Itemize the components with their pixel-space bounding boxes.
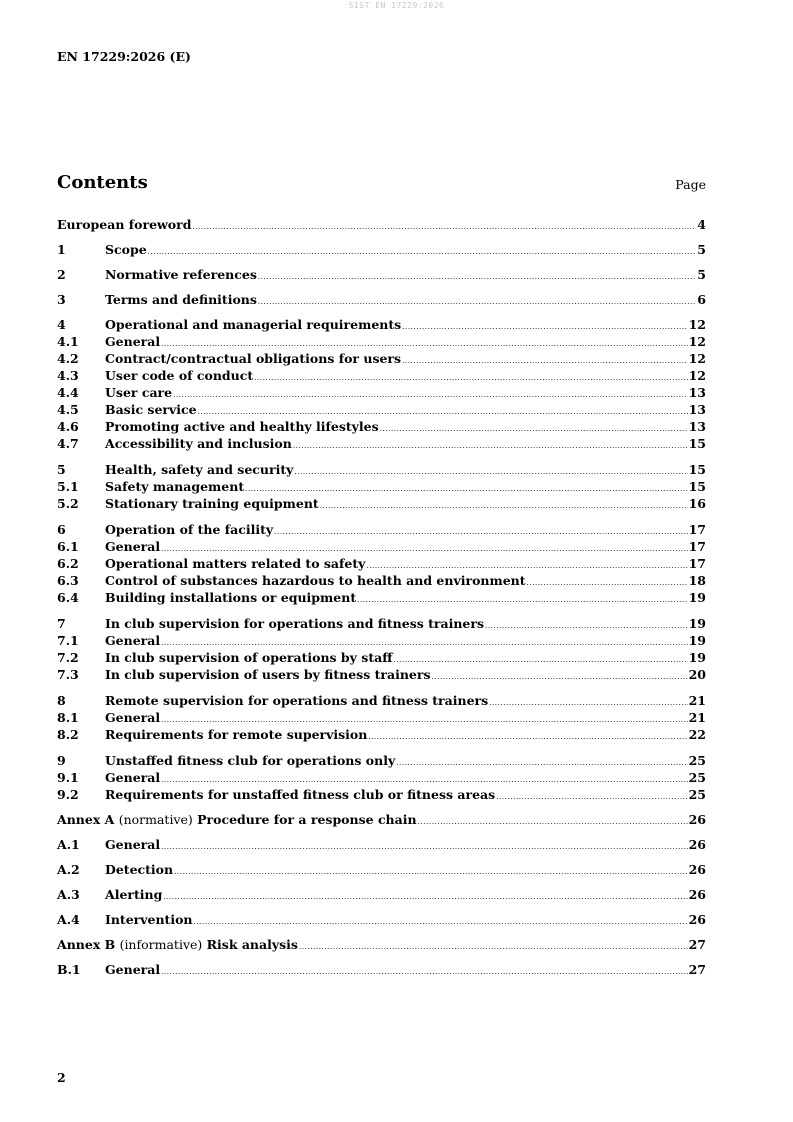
toc-entry-page: 25	[688, 787, 706, 802]
toc-entry[interactable]	[57, 861, 706, 878]
toc-entry[interactable]	[57, 333, 706, 350]
toc-entry[interactable]	[57, 538, 706, 555]
toc-entry-number: 9.1	[57, 770, 79, 785]
toc-entry-number: 6.3	[57, 573, 79, 588]
toc-entry-page: 22	[688, 727, 706, 742]
toc-entry-number: 4.6	[57, 419, 79, 434]
page-column-label: Page	[675, 177, 706, 192]
dot-leader	[163, 889, 687, 906]
toc-entry-number: A.3	[57, 887, 80, 902]
toc-entry-page: 17	[688, 539, 706, 554]
toc-entry-page: 19	[688, 633, 706, 648]
toc-entry-title: Control of substances hazardous to health and environment	[105, 573, 526, 588]
toc-entry-page: 12	[688, 334, 706, 349]
dot-leader	[161, 839, 687, 856]
toc-entry-page: 21	[688, 710, 706, 725]
toc-entry[interactable]	[57, 495, 706, 512]
toc-entry-number: 5	[57, 462, 66, 477]
toc-entry-number: A.4	[57, 912, 80, 927]
toc-entry[interactable]	[57, 911, 706, 928]
toc-entry-title: Building installations or equipment	[105, 590, 357, 605]
toc-entry-title: Contract/contractual obligations for users	[105, 351, 402, 366]
annex-qualifier: (normative)	[118, 812, 193, 827]
toc-entry-page: 17	[688, 522, 706, 537]
toc-entry[interactable]	[57, 769, 706, 786]
toc-entry-title: Safety management	[105, 479, 245, 494]
annex-title: Risk analysis	[206, 937, 298, 952]
dot-leader	[161, 964, 687, 981]
toc-entry-page: 17	[688, 556, 706, 571]
toc-entry-number: 1	[57, 242, 66, 257]
toc-entry-page: 26	[688, 887, 706, 902]
toc-entry-page: 12	[688, 351, 706, 366]
toc-entry-title: General	[105, 334, 161, 349]
toc-entry[interactable]	[57, 961, 706, 978]
toc-entry-number: 5.1	[57, 479, 79, 494]
dot-leader	[293, 438, 688, 455]
toc-entry-title: Stationary training equipment	[105, 496, 319, 511]
toc-entry-page: 16	[688, 496, 706, 511]
toc-entry-title: User care	[105, 385, 173, 400]
toc-entry-number: 4.2	[57, 351, 79, 366]
annex-title: Procedure for a response chain	[197, 812, 417, 827]
toc-entry[interactable]	[57, 316, 706, 333]
toc-entry-page: 20	[688, 667, 706, 682]
toc-entry-number: 8.1	[57, 710, 79, 725]
toc-entry-page: 27	[688, 937, 706, 952]
toc-entry-number: 7.3	[57, 667, 79, 682]
toc-entry[interactable]	[57, 291, 706, 308]
toc-entry[interactable]	[57, 241, 706, 258]
toc-entry-number: 3	[57, 292, 66, 307]
toc-entry-number: 4.4	[57, 385, 79, 400]
toc-entry-title: Intervention	[105, 912, 193, 927]
toc-entry-title: Operational matters related to safety	[105, 556, 366, 571]
toc-entry-number: 8.2	[57, 727, 79, 742]
toc-entry-number: 8	[57, 693, 66, 708]
toc-entry[interactable]	[57, 786, 706, 803]
toc-entry-title: Requirements for remote supervision	[105, 727, 368, 742]
toc-entry[interactable]	[57, 615, 706, 632]
toc-entry[interactable]	[57, 692, 706, 709]
annex-qualifier: (informative)	[119, 937, 203, 952]
toc-entry-title	[57, 936, 298, 953]
toc-entry-title: Basic service	[105, 402, 197, 417]
toc-entry[interactable]	[57, 709, 706, 726]
dot-leader	[258, 269, 696, 286]
toc-entry-number: 7.1	[57, 633, 79, 648]
toc-entry-title: Health, safety and security	[105, 462, 294, 477]
toc-entry[interactable]	[57, 572, 706, 589]
toc-entry-page: 19	[688, 590, 706, 605]
toc-entry-title: In club supervision for operations and fitness trainers	[105, 616, 484, 631]
toc-entry-title: In club supervision of operations by staff	[105, 650, 393, 665]
toc-entry-number: 6.2	[57, 556, 79, 571]
toc-entry[interactable]	[57, 521, 706, 538]
document-id: EN 17229:2026 (E)	[57, 49, 191, 64]
toc-entry-page: 27	[688, 962, 706, 977]
toc-entry-page: 19	[688, 616, 706, 631]
dot-leader	[418, 814, 688, 831]
toc-entry-title: Detection	[105, 862, 174, 877]
toc-entry[interactable]	[57, 632, 706, 649]
toc-entry-page: 13	[688, 402, 706, 417]
toc-entry-title: Alerting	[105, 887, 163, 902]
toc-entry[interactable]	[57, 649, 706, 666]
toc-entry-title: General	[105, 633, 161, 648]
toc-entry[interactable]	[57, 886, 706, 903]
toc-entry-page: 25	[688, 770, 706, 785]
toc-entry-title: European foreword	[57, 217, 192, 232]
toc-entry-title: General	[105, 539, 161, 554]
toc-entry-page: 15	[688, 479, 706, 494]
toc-entry-page: 26	[688, 812, 706, 827]
toc-entry-number: 4.7	[57, 436, 79, 451]
toc-entry[interactable]	[57, 401, 706, 418]
toc-entry-number: 7	[57, 616, 66, 631]
toc-entry-page: 13	[688, 419, 706, 434]
toc-entry-page: 19	[688, 650, 706, 665]
dot-leader	[431, 669, 687, 686]
dot-leader	[368, 729, 687, 746]
toc-entry-title: General	[105, 710, 161, 725]
page-number: 2	[57, 1070, 66, 1085]
toc-entry-title: User code of conduct	[105, 368, 254, 383]
toc-entry-number: 4.5	[57, 402, 79, 417]
toc-entry[interactable]	[57, 666, 706, 683]
toc-entry[interactable]	[57, 216, 706, 233]
toc-entry-title: Scope	[105, 242, 147, 257]
toc-entry-page: 4	[697, 217, 706, 232]
dot-leader	[194, 914, 688, 931]
toc-entry-page: 26	[688, 912, 706, 927]
toc-entry-number: 4.1	[57, 334, 79, 349]
dot-leader	[192, 219, 696, 236]
toc-entry-title: Unstaffed fitness club for operations only	[105, 753, 396, 768]
annex-label: Annex A	[57, 812, 115, 827]
toc-entry[interactable]	[57, 726, 706, 743]
toc-entry-number: A.1	[57, 837, 80, 852]
toc-entry-number: 9	[57, 753, 66, 768]
toc-entry-title: Operational and managerial requirements	[105, 317, 402, 332]
toc-entry[interactable]	[57, 418, 706, 435]
dot-leader	[357, 592, 688, 609]
dot-leader	[174, 864, 688, 881]
toc-entry-page: 12	[688, 317, 706, 332]
toc-entry-title: General	[105, 770, 161, 785]
toc-entry[interactable]	[57, 836, 706, 853]
toc-entry-page: 26	[688, 862, 706, 877]
toc-entry-number: 4.3	[57, 368, 79, 383]
toc-entry[interactable]	[57, 555, 706, 572]
toc-entry-page: 18	[688, 573, 706, 588]
toc-entry-page: 15	[688, 462, 706, 477]
toc-entry[interactable]	[57, 266, 706, 283]
toc-entry-title: In club supervision of users by fitness trainers	[105, 667, 431, 682]
toc-entry-number: 5.2	[57, 496, 79, 511]
toc-entry-title: Requirements for unstaffed fitness club or fitness areas	[105, 787, 496, 802]
toc-entry[interactable]	[57, 752, 706, 769]
toc-entry-title: Remote supervision for operations and fitness trainers	[105, 693, 489, 708]
toc-entry-number: 4	[57, 317, 66, 332]
toc-entry[interactable]	[57, 461, 706, 478]
toc-entry-title: Operation of the facility	[105, 522, 274, 537]
toc-entry-page: 15	[688, 436, 706, 451]
toc-entry-page: 26	[688, 837, 706, 852]
toc-entry-title: Terms and definitions	[105, 292, 257, 307]
toc-entry-page: 12	[688, 368, 706, 383]
dot-leader	[299, 939, 688, 956]
dot-leader	[258, 294, 696, 311]
toc-entry-page: 5	[697, 242, 706, 257]
contents-heading: Contents	[57, 172, 148, 193]
toc-entry-title	[57, 811, 417, 828]
toc-entry-title: General	[105, 962, 161, 977]
toc-entry-number: 6	[57, 522, 66, 537]
toc-entry-title: General	[105, 837, 161, 852]
dot-leader	[496, 789, 687, 806]
toc-entry[interactable]	[57, 936, 706, 953]
toc-entry[interactable]	[57, 478, 706, 495]
toc-entry[interactable]	[57, 367, 706, 384]
annex-label: Annex B	[57, 937, 116, 952]
toc-entry-number: 6.4	[57, 590, 79, 605]
toc-entry-page: 21	[688, 693, 706, 708]
toc-entry-page: 13	[688, 385, 706, 400]
toc-entry-title: Promoting active and healthy lifestyles	[105, 419, 379, 434]
toc-entry-title: Accessibility and inclusion	[105, 436, 292, 451]
toc-entry-number: 9.2	[57, 787, 79, 802]
toc-entry-number: 7.2	[57, 650, 79, 665]
toc-entry-number: B.1	[57, 962, 81, 977]
toc-entry[interactable]	[57, 435, 706, 452]
toc-entry-number: 6.1	[57, 539, 79, 554]
toc-entry-page: 5	[697, 267, 706, 282]
toc-entry-number: A.2	[57, 862, 80, 877]
toc-entry-page: 25	[688, 753, 706, 768]
toc-entry[interactable]	[57, 384, 706, 401]
toc-entry[interactable]	[57, 589, 706, 606]
toc-entry[interactable]	[57, 350, 706, 367]
dot-leader	[320, 498, 688, 515]
toc-entry-number: 2	[57, 267, 66, 282]
watermark: SIST EN 17229:2026	[348, 1, 445, 10]
toc-entry[interactable]	[57, 811, 706, 828]
toc-entry-page: 6	[697, 292, 706, 307]
dot-leader	[148, 244, 697, 261]
toc-entry-title: Normative references	[105, 267, 257, 282]
